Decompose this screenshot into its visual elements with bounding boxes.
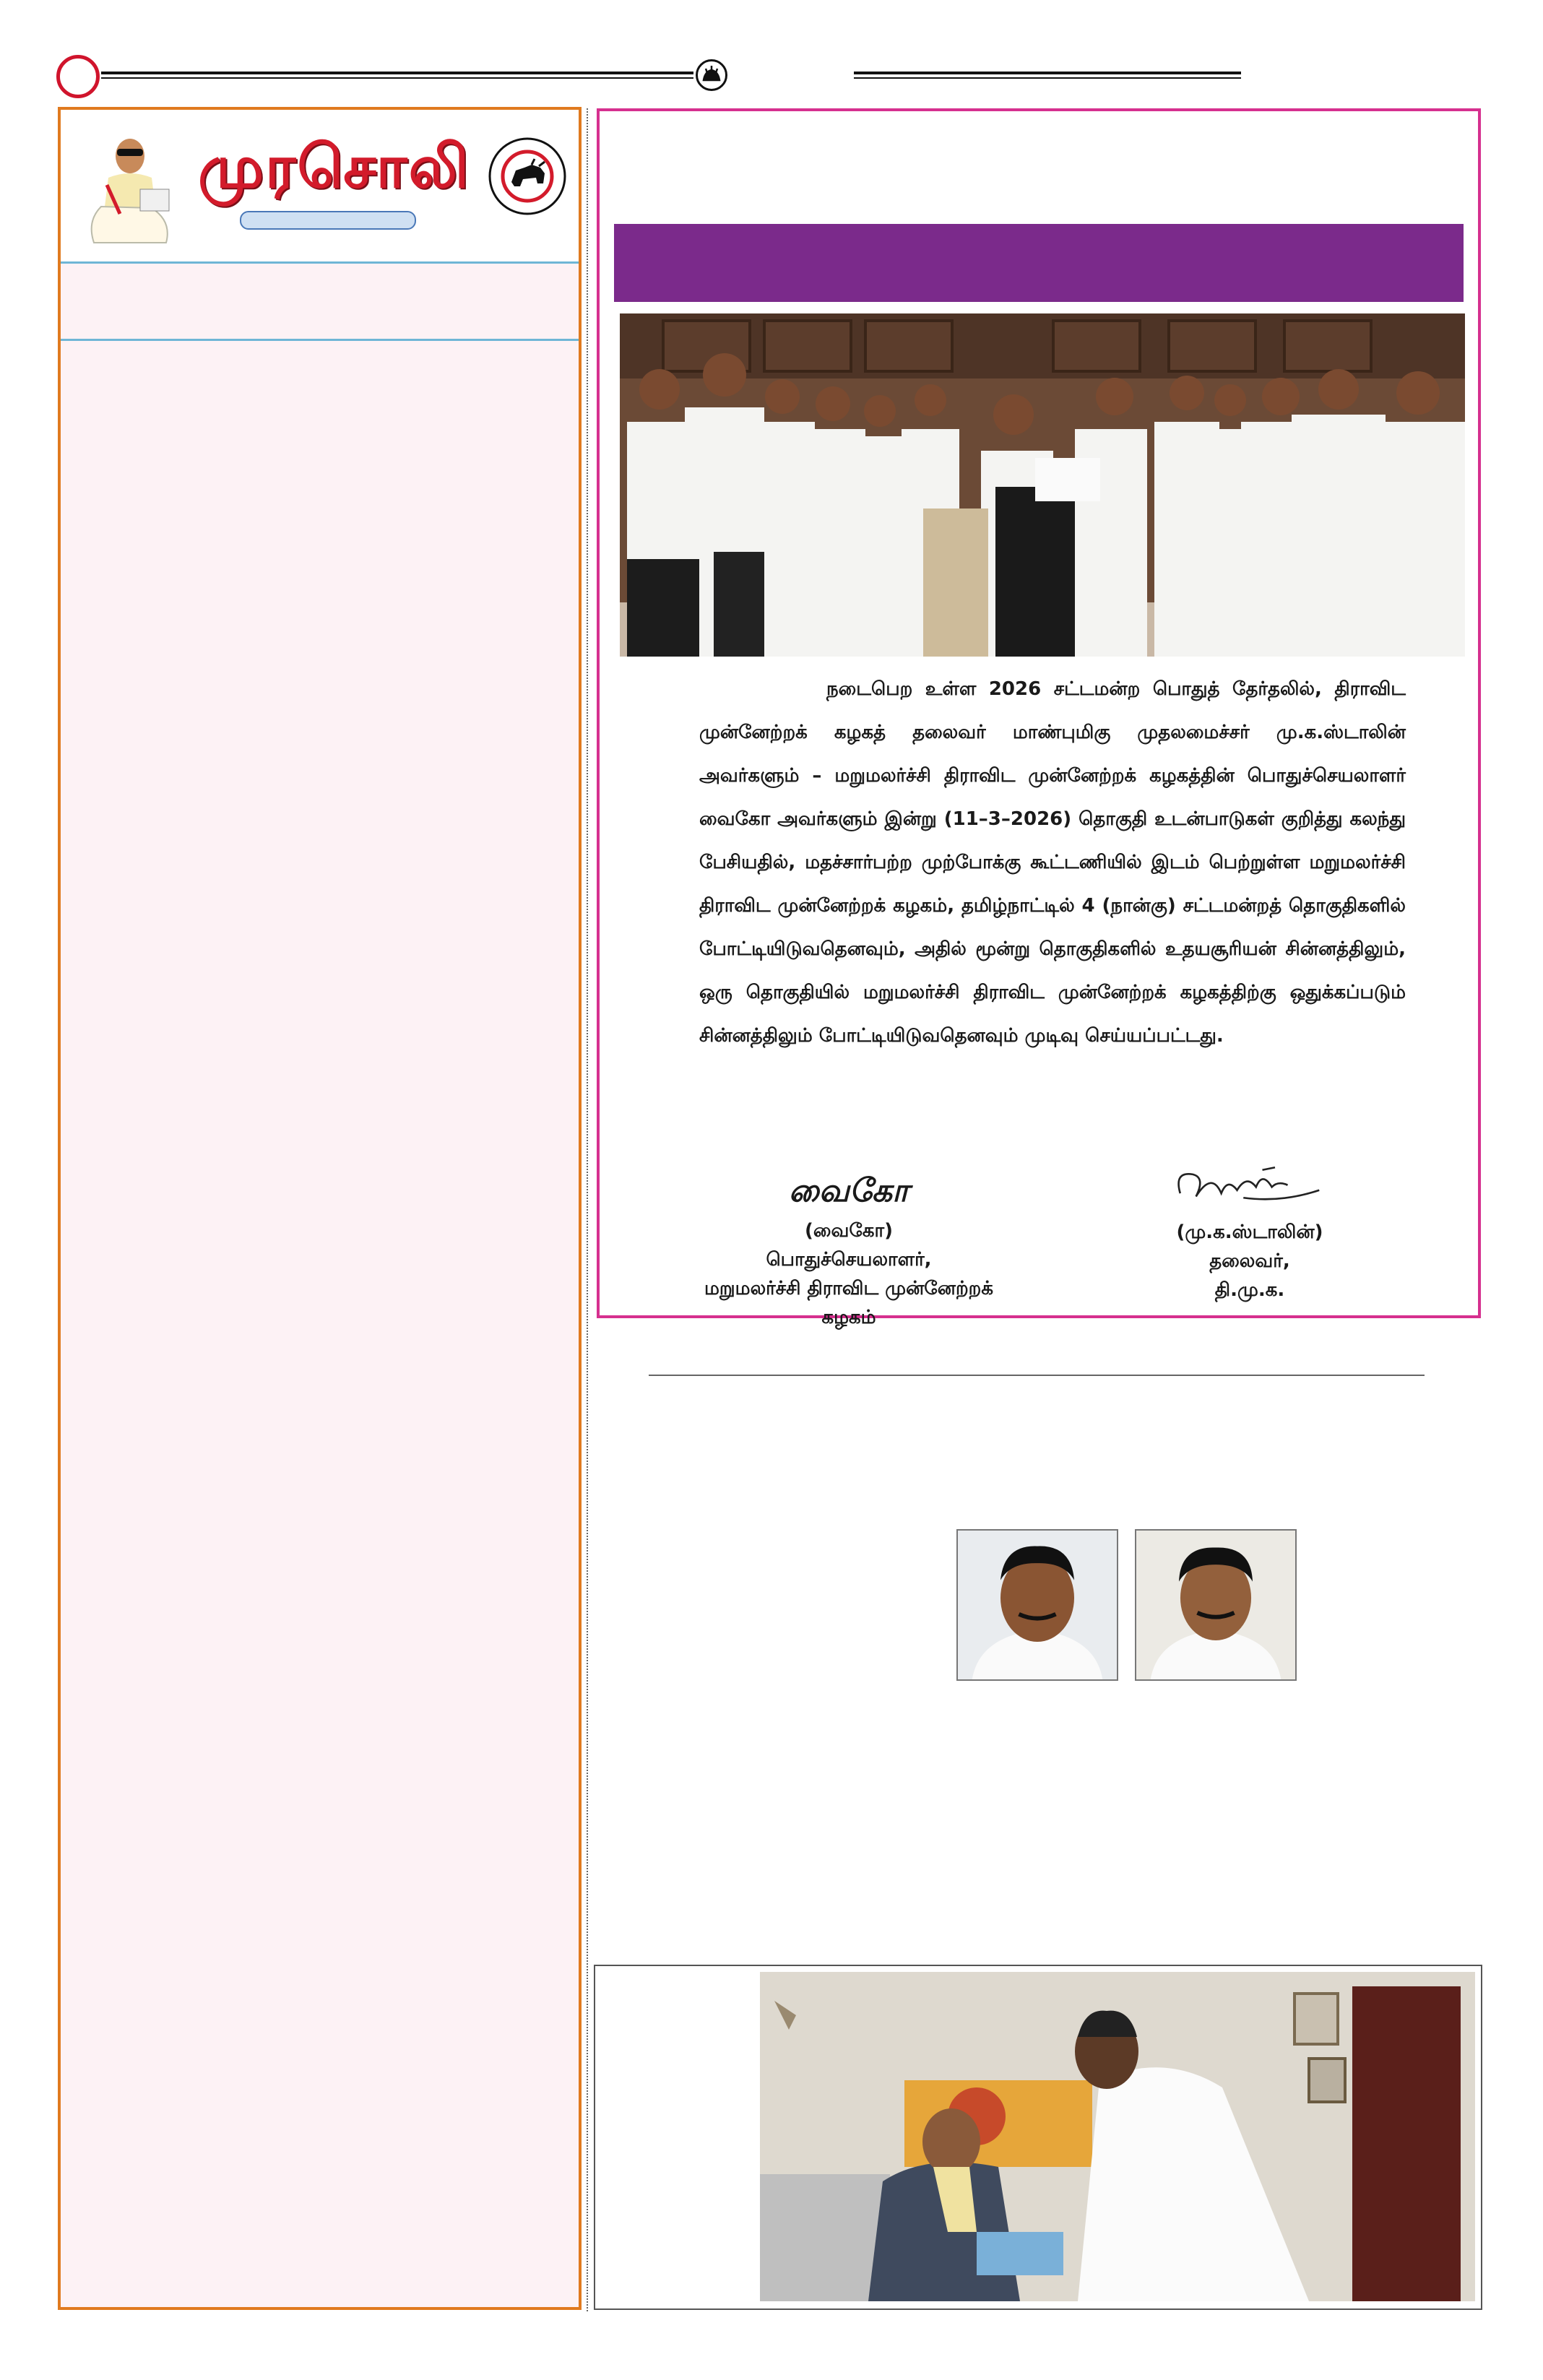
top-rule-right [854, 72, 1241, 79]
bull-seal-icon [487, 136, 568, 217]
leader-figure-illustration [79, 127, 173, 250]
rising-sun-emblem-icon [696, 59, 727, 91]
signatory-title: தலைவர், [1209, 1250, 1290, 1272]
signatory-title: பொதுச்செயலாளர், [766, 1249, 932, 1271]
signatory-vaiko [679, 1166, 1019, 1332]
top-rule-left [101, 72, 693, 79]
signatory-org: மறுமலர்ச்சி திராவிட முன்னேற்றக் கழகம் [704, 1278, 993, 1328]
signature-stalin [1156, 1159, 1344, 1209]
date-strip-divider [61, 339, 579, 341]
portrait-photo-left [956, 1529, 1118, 1681]
meeting-photo [620, 313, 1465, 657]
signatory-org: தி.மு.க. [1214, 1279, 1285, 1301]
signatory-name: (மு.க.ஸ்டாலின்) [1176, 1221, 1323, 1243]
hospital-visit-photo [760, 1972, 1475, 2301]
logo-subtitle-bar [240, 211, 416, 230]
signatory-name: (வைகோ) [805, 1220, 893, 1242]
article-box [597, 108, 1481, 1328]
left-column [58, 107, 582, 2310]
portrait-photo-right [1135, 1529, 1297, 1681]
section-rule [649, 1375, 1425, 1376]
page-number-circle [56, 55, 100, 98]
bottom-photo-box [594, 1965, 1482, 2310]
column-divider [587, 108, 588, 2311]
logo-wordmark: முரசொலி [198, 132, 470, 202]
masthead [61, 110, 579, 261]
article-body: நடைபெற உள்ள 2026 சட்டமன்ற பொதுத் தேர்தலில், திராவிட முன்னேற்றக் கழகத் தலைவர் மாண்புமிகு முதலமைச்சர் மு.க.ஸ்டாலின் அவர்களும் – மறுமலர்ச்சி திராவிட முன்னேற்றக் கழகத்தின் பொதுச்செயலாளர் வைகோ அவர்களும் இன்று (11–3–2026) தொகுதி உடன்பாடுகள் குறித்து கலந்து பேசியதில், மதச்சார்பற்ற முற்போக்கு கூட்டணியில் இடம் பெற்றுள்ள மறுமலர்ச்சி திராவிட முன்னேற்றக் கழகம், தமிழ்நாட்டில் 4 (நான்கு) சட்டமன்றத் தொகுதிகளில் போட்டியிடுவதெனவும், அதில் மூன்று தொகுதிகளில் உதயசூரியன் சின்னத்திலும், ஒரு தொகுதியில் மறுமலர்ச்சி திராவிட முன்னேற்றக் கழகத்திற்கு ஒதுக்கப்படும் சின்னத்திலும் போட்டியிடுவதெனவும் முடிவு செய்யப்பட்டது. [699, 678, 1406, 1047]
headline-band [614, 224, 1464, 302]
date-strip [61, 264, 579, 339]
signatory-stalin [1098, 1159, 1401, 1304]
signature-vaiko: வைகோ [788, 1172, 909, 1209]
